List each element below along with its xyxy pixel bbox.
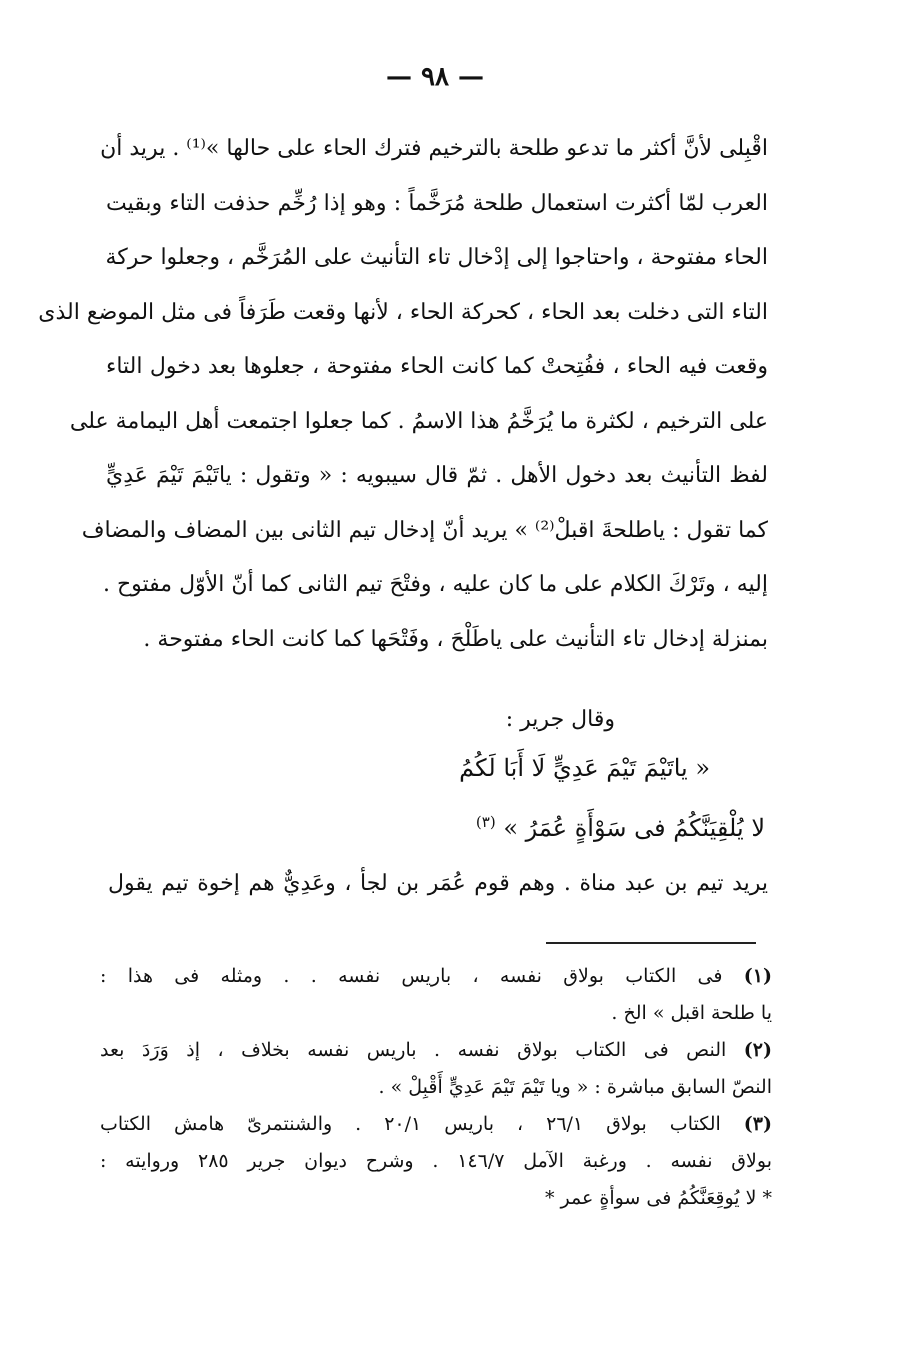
paragraph-line: كما تقول : ياطلحةَ اقبلْ⁽²⁾ » يريد أنّ إدخال تيم الثانى بين المضاف والمضاف xyxy=(81,517,768,543)
paragraph-line: اقْبِلى لأنَّ أكثر ما تدعو طلحة بالترخيم فترك الحاء على حالها »⁽¹⁾ . يريد أن xyxy=(100,136,768,161)
footnote-3-verse: * لا يُوقِعَنَّكُمُ فى سوأةٍ عمر * xyxy=(545,1187,772,1209)
paragraph-line: على الترخيم ، لكثرة ما يُرَخَّمُ هذا الاسمُ . كما جعلوا اجتمعت أهل اليمامة على xyxy=(69,408,768,434)
footnote-number: (٢) xyxy=(743,1039,772,1061)
paragraph-line: الحاء مفتوحة ، واحتاجوا إلى إدْخال تاء التأنيث على المُرَخَّم ، وجعلوا حركة xyxy=(105,245,768,270)
footnote-3 xyxy=(100,1106,772,1143)
paragraph-line: العرب لمّا أكثرت استعمال طلحة مُرَخَّماً : وهو إذا رُخِّم حذفت التاء وبقيت xyxy=(106,190,768,216)
footnote-2 xyxy=(100,1032,772,1069)
paragraph-line: بمنزلة إدخال تاء التأنيث على ياطَلْحَ ، وفَتْحَها كما كانت الحاء مفتوحة . xyxy=(143,626,768,652)
post-verse-line: يريد تيم بن عبد مناة . وهم قوم عُمَر بن لجأ ، وعَدِيٌّ هم إخوة تيم يقول xyxy=(108,871,768,896)
verse-second-hemistich xyxy=(140,800,765,850)
footnote-reference: (٣) xyxy=(475,813,496,831)
verse-intro: وقال جرير : xyxy=(505,707,615,732)
footnote-text: النص فى الكتاب بولاق نفسه . باريس نفسه بخلاف ، إذ وَرَدَ بعد xyxy=(100,1039,727,1061)
footnotes xyxy=(100,958,772,1217)
footnote-1-cont: يا طلحة اقبل » الخ . xyxy=(611,1002,772,1024)
footnote-separator xyxy=(546,942,756,944)
footnote-2-cont: النصّ السابق مباشرة : « ويا تَيْمَ تَيْمَ عَدِيٍّ أَقْبِلْ » . xyxy=(378,1076,772,1098)
footnote-1 xyxy=(100,958,772,995)
paragraph-line: إليه ، وتَرْكَ الكلام على ما كان عليه ، وفتْحَ تيم الثانى كما أنّ الأوّل مفتوح . xyxy=(102,572,768,597)
verse-second-text: لا يُلْقِيَنَّكُمُ فى سَوْأَةٍ عُمَرُ » xyxy=(503,814,765,842)
paragraph-line: لفظ التأنيث بعد دخول الأهل . ثمّ قال سيبويه : « وتقول : ياتَيْمَ تَيْمَ عَدِيٍّ xyxy=(106,463,768,488)
page-number: — ٩٨ — xyxy=(385,62,485,92)
footnote-text: فى الكتاب بولاق نفسه ، باريس نفسه . . ومثله فى هذا : xyxy=(100,965,723,987)
verse-first-hemistich: « ياتَيْمَ تَيْمَ عَدِيٍّ لَا أَبَا لَكُمُ xyxy=(459,754,710,782)
footnote-text: الكتاب بولاق ٢٦/١ ، باريس ٢٠/١ . والشنتمرىّ هامش الكتاب xyxy=(100,1113,721,1135)
footnote-number: (٣) xyxy=(743,1113,772,1135)
paragraph-line: التاء التى دخلت بعد الحاء ، كحركة الحاء ، لأنها وقعت طَرَفاً فى مثل الموضع الذى xyxy=(38,299,768,325)
footnote-3-cont: بولاق نفسه . ورغبة الآمل ١٤٦/٧ . وشرح ديوان جرير ٢٨٥ وروايته : xyxy=(100,1150,772,1172)
main-paragraph xyxy=(38,122,768,667)
paragraph-line: وقعت فيه الحاء ، ففُتِحتْ كما كانت الحاء مفتوحة ، جعلوها بعد دخول التاء xyxy=(106,354,768,379)
footnote-number: (١) xyxy=(743,965,772,987)
